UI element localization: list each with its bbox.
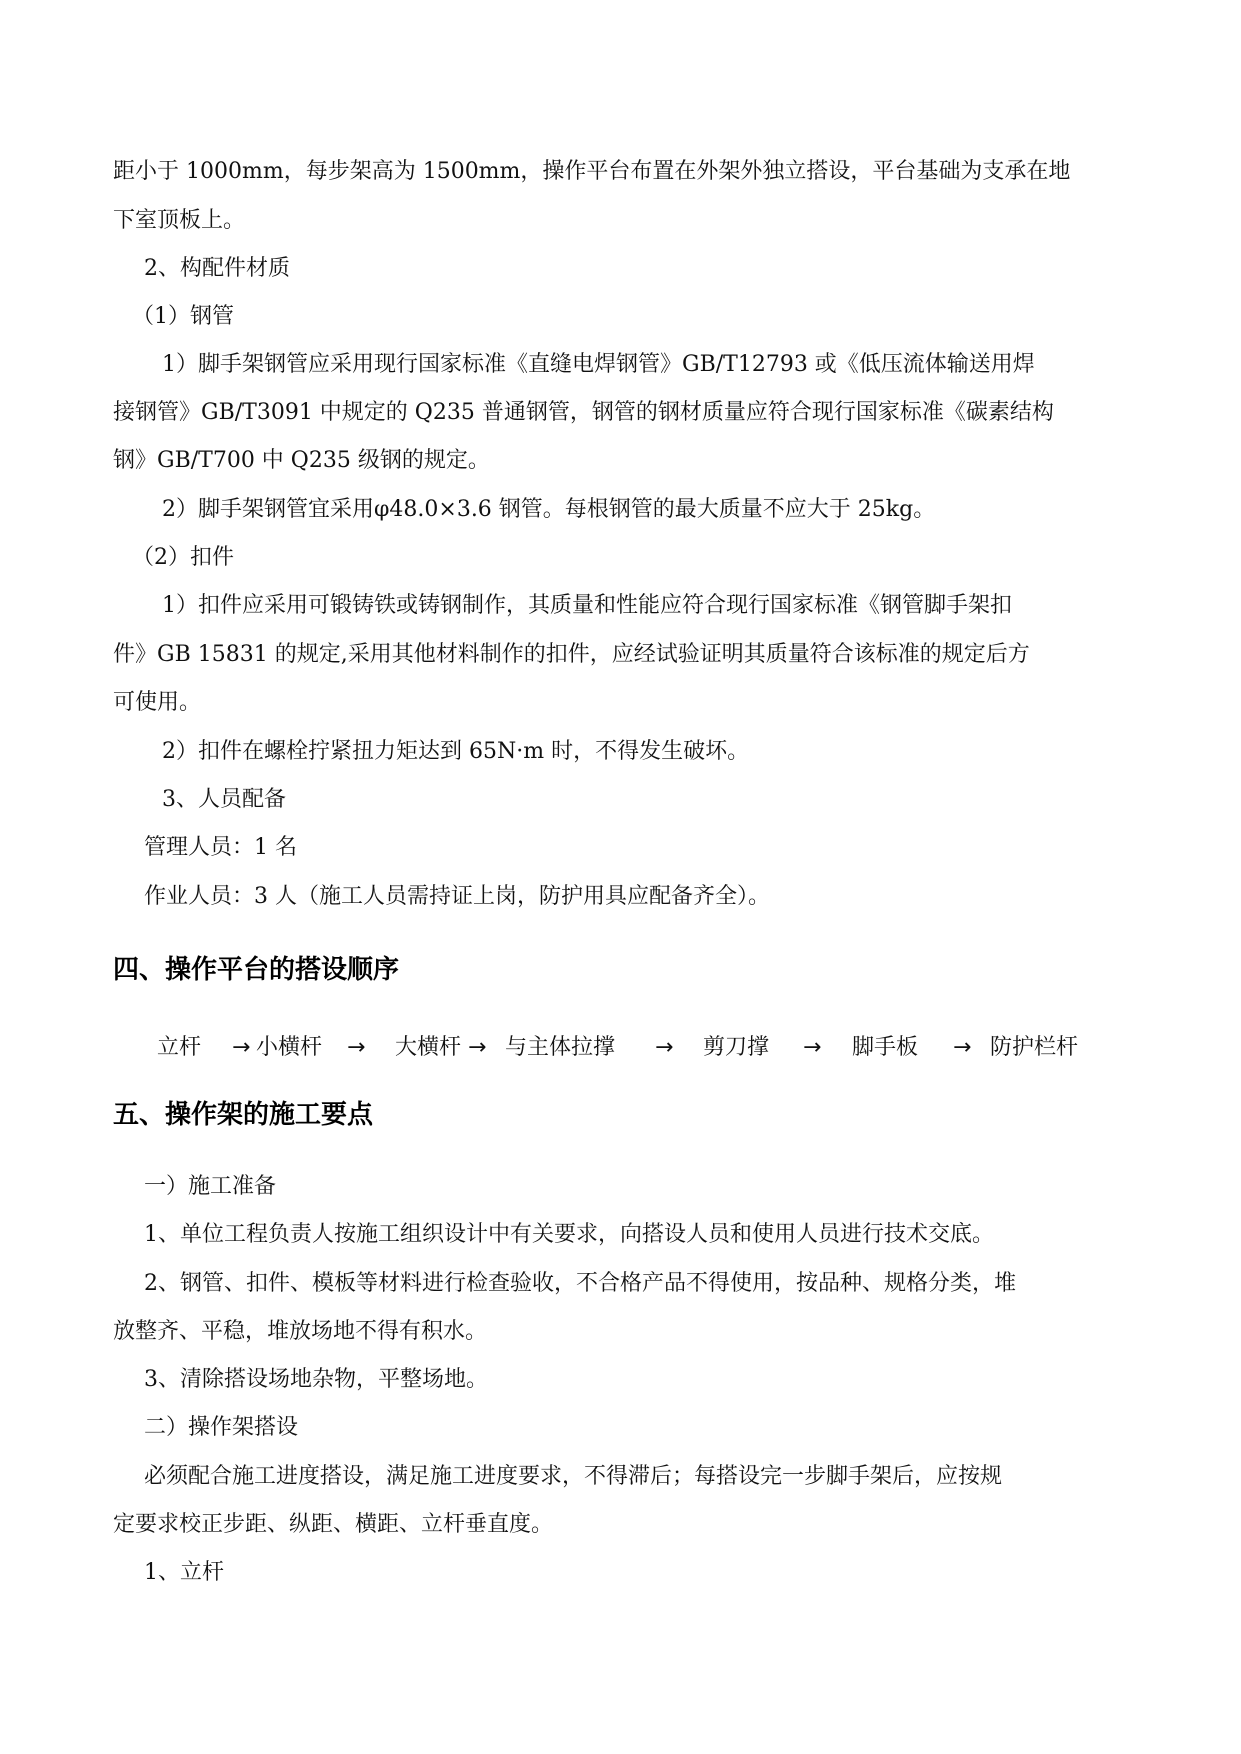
arrow-icon: → [468,1035,487,1060]
arrow-icon: → [803,1035,822,1060]
subsection-title: （1）钢管 [132,304,234,329]
flow-step: 与主体拉撑 [505,1035,616,1060]
paragraph-line: 放整齐、平稳，堆放场地不得有积水。 [113,1319,488,1344]
paragraph-line: 钢》GB/T700 中 Q235 级钢的规定。 [113,448,490,473]
subsection-title: 二）操作架搭设 [144,1415,299,1440]
paragraph-line: 2）脚手架钢管宜采用φ48.0×3.6 钢管。每根钢管的最大质量不应大于 25kg。 [162,497,936,522]
paragraph-line: 1）扣件应采用可锻铸铁或铸钢制作，其质量和性能应符合现行国家标准《钢管脚手架扣 [162,593,1012,618]
flow-step: 脚手板 [852,1035,919,1060]
paragraph-line: 1）脚手架钢管应采用现行国家标准《直缝电焊钢管》GB/T12793 或《低压流体输送用焊 [162,352,1035,377]
subsection-title: （2）扣件 [132,545,234,570]
paragraph-line: 2、钢管、扣件、模板等材料进行检查验收，不合格产品不得使用，按品种、规格分类，堆 [144,1271,1017,1296]
paragraph-line: 必须配合施工进度搭设，满足施工进度要求，不得滞后；每搭设完一步脚手架后，应按规 [144,1464,1003,1489]
flow-step: 立杆 [157,1035,202,1060]
arrow-icon: → [347,1035,366,1060]
section-title: 1、立杆 [144,1560,224,1585]
flow-step: 小横杆 [256,1035,323,1060]
heading-section-5: 五、操作架的施工要点 [113,1100,374,1130]
paragraph-line: 下室顶板上。 [113,208,246,233]
paragraph-line: 件》GB 15831 的规定,采用其他材料制作的扣件，应经试验证明其质量符合该标准的规定后方 [113,642,1030,667]
section-title: 3、人员配备 [162,787,286,812]
paragraph-line: 距小于 1000mm，每步架高为 1500mm，操作平台布置在外架外独立搭设，平台基础为支承在地 [113,159,1071,184]
paragraph-line: 3、清除搭设场地杂物，平整场地。 [144,1367,488,1392]
paragraph-line: 2）扣件在螺栓拧紧扭力矩达到 65N·m 时，不得发生破坏。 [162,739,750,764]
heading-section-4: 四、操作平台的搭设顺序 [113,955,400,985]
arrow-icon: → [953,1035,972,1060]
paragraph-line: 接钢管》GB/T3091 中规定的 Q235 普通钢管，钢管的钢材质量应符合现行国家标准《碳素结构 [113,400,1054,425]
paragraph-line: 管理人员：1 名 [144,835,297,860]
paragraph-line: 定要求校正步距、纵距、横距、立杆垂直度。 [113,1512,554,1537]
section-title: 2、构配件材质 [144,256,290,281]
flow-step: 大横杆 [395,1035,462,1060]
paragraph-line: 1、单位工程负责人按施工组织设计中有关要求，向搭设人员和使用人员进行技术交底。 [144,1222,994,1247]
arrow-icon: → [655,1035,674,1060]
paragraph-line: 可使用。 [113,690,202,715]
flow-step: 剪刀撑 [703,1035,770,1060]
subsection-title: 一）施工准备 [144,1174,277,1199]
paragraph-line: 作业人员：3 人（施工人员需持证上岗，防护用具应配备齐全）。 [144,884,770,909]
arrow-icon: → [232,1035,251,1060]
flow-step: 防护栏杆 [990,1035,1079,1060]
